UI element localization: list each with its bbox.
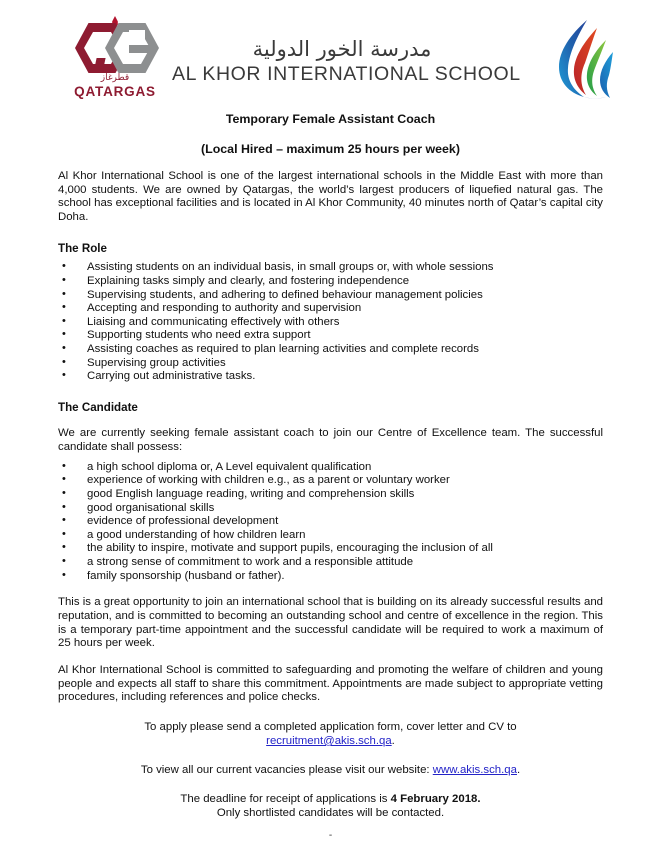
vacancies-period: . xyxy=(516,764,521,777)
list-item: • Accepting and responding to authority and supervision xyxy=(58,302,603,316)
recruitment-email-link[interactable]: recruitment@akis.sch.qa xyxy=(266,735,392,748)
closing-paragraph-safeguarding: Al Khor International School is committed to safeguarding and promoting the welfare of children and young people and expects all staff to share this commitment. Appointments are made subject to appropriate vetting procedures, including references and police checks. xyxy=(58,663,603,704)
list-item: • a strong sense of commitment to work and a responsible attitude xyxy=(58,556,603,570)
apply-email-period: . xyxy=(391,735,395,748)
list-item: • experience of working with children e.g., as a parent or voluntary worker xyxy=(58,474,603,488)
qatargas-logo xyxy=(62,16,168,100)
list-item: • good English language reading, writing and comprehension skills xyxy=(58,488,603,502)
list-item: • a good understanding of how children learn xyxy=(58,529,603,543)
section-heading-candidate: The Candidate xyxy=(58,400,138,414)
vacancies-instruction-text: To view all our current vacancies please visit our website: xyxy=(140,764,430,777)
apply-instruction xyxy=(58,720,603,748)
list-item: • Explaining tasks simply and clearly, and fostering independence xyxy=(58,275,603,289)
candidate-lead-paragraph: We are currently seeking female assistant coach to join our Centre of Excellence team. The successful candidate shall possess: xyxy=(58,427,603,454)
list-item: • Assisting students on an individual basis, in small groups or, with whole sessions xyxy=(58,261,603,275)
job-subtitle: (Local Hired – maximum 25 hours per week) xyxy=(201,142,460,156)
qatargas-arabic-wordmark: قطرغاز xyxy=(100,73,130,83)
list-item: • Supervising students, and adhering to defined behaviour management policies xyxy=(58,289,603,303)
website-link[interactable]: www.akis.sch.qa xyxy=(432,764,517,777)
job-title: Temporary Female Assistant Coach xyxy=(225,112,436,126)
intro-paragraph: Al Khor International School is one of the largest international schools in the Middle East with more than 4,000 students. We are owned by Qatargas, the world’s largest producers of liquefied natural gas. The school has exceptional facilities and is located in Al Khor Community, 40 minutes north of Qatar’s capital city Doha. xyxy=(58,170,603,224)
trailing-mark: - xyxy=(328,830,333,842)
list-item: • good organisational skills xyxy=(58,502,603,516)
deadline-prefix: The deadline for receipt of applications is xyxy=(180,793,391,806)
school-name-block xyxy=(172,36,521,86)
job-advert-body xyxy=(58,103,603,843)
shortlist-note: Only shortlisted candidates will be contacted. xyxy=(216,807,445,820)
list-item: • Assisting coaches as required to plan learning activities and complete records xyxy=(58,343,603,357)
list-item: • Carrying out administrative tasks. xyxy=(58,370,603,384)
deadline-date: 4 February 2018. xyxy=(390,793,481,806)
qatargas-qg-monogram-icon xyxy=(67,16,163,72)
akis-flame-logo xyxy=(553,18,623,100)
document-header xyxy=(0,0,661,103)
list-item: • Supervising group activities xyxy=(58,357,603,371)
list-item: • Supporting students who need extra support xyxy=(58,329,603,343)
school-name-english: AL KHOR INTERNATIONAL SCHOOL xyxy=(172,63,521,85)
list-item: • the ability to inspire, motivate and support pupils, encouraging the inclusion of all xyxy=(58,542,603,556)
apply-instruction-text: To apply please send a completed application form, cover letter and CV to xyxy=(144,721,517,734)
qatargas-g-notch-icon xyxy=(129,30,145,39)
list-item: • family sponsorship (husband or father). xyxy=(58,570,603,584)
list-item: • a high school diploma or, A Level equivalent qualification xyxy=(58,461,603,475)
role-bullet-list xyxy=(58,261,603,383)
list-item: • Liaising and communicating effectively with others xyxy=(58,316,603,330)
list-item: • evidence of professional development xyxy=(58,515,603,529)
deadline-block xyxy=(58,792,603,820)
school-name-arabic: مدرسة الخور الدولية xyxy=(252,37,432,61)
qatargas-g-bar-icon xyxy=(129,45,151,53)
qatargas-wordmark: QATARGAS xyxy=(74,84,156,99)
vacancies-instruction xyxy=(58,763,603,777)
candidate-bullet-list xyxy=(58,461,603,583)
section-heading-role: The Role xyxy=(58,241,107,255)
closing-paragraph-opportunity: This is a great opportunity to join an international school that is building on its already successful results and reputation, and is committed to becoming an outstanding school and centre of excellence in the region. This is a temporary part-time appointment and the successful candidate will be required to work a maximum of 25 hours per week. xyxy=(58,596,603,650)
